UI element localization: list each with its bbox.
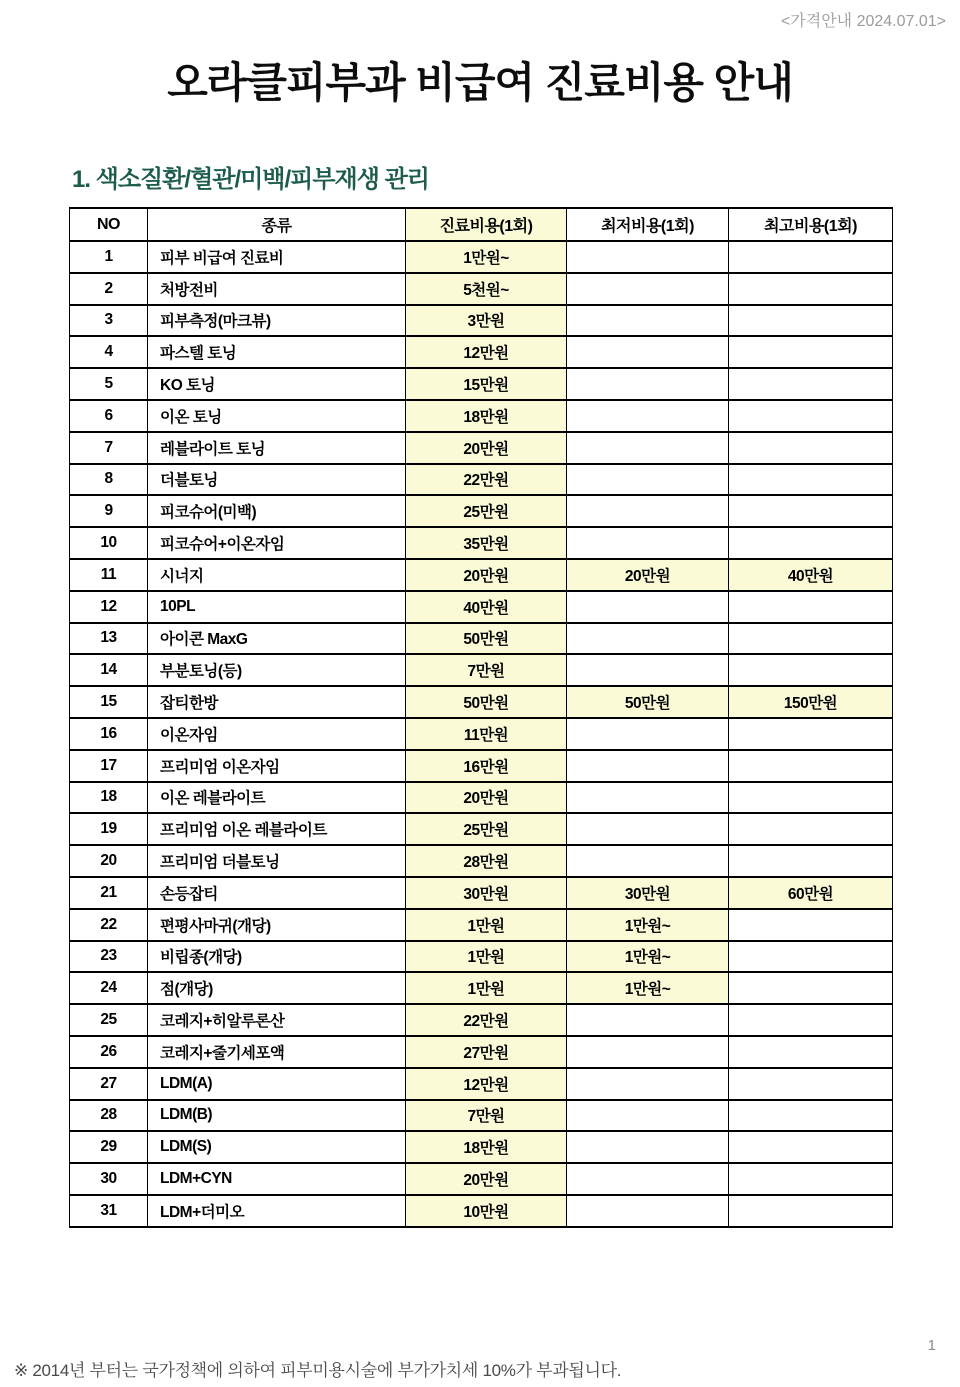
min-cost-cell xyxy=(567,1195,729,1227)
max-cost-cell xyxy=(729,623,893,655)
max-cost-cell xyxy=(729,1163,893,1195)
min-cost-cell xyxy=(567,464,729,496)
row-number-cell: 6 xyxy=(70,400,148,432)
treatment-name-cell: 처방전비 xyxy=(148,273,406,305)
treatment-price-cell: 16만원 xyxy=(406,750,567,782)
treatment-name-cell: 아이콘 MaxG xyxy=(148,623,406,655)
min-cost-cell: 1만원~ xyxy=(567,972,729,1004)
table-row xyxy=(70,1131,893,1163)
max-cost-cell xyxy=(729,941,893,973)
row-number-cell: 7 xyxy=(70,432,148,464)
table-row xyxy=(70,527,893,559)
table-row xyxy=(70,1163,893,1195)
row-number-cell: 24 xyxy=(70,972,148,1004)
treatment-price-cell: 18만원 xyxy=(406,400,567,432)
header-price: 진료비용(1회) xyxy=(406,208,567,241)
min-cost-cell: 1만원~ xyxy=(567,941,729,973)
min-cost-cell xyxy=(567,1163,729,1195)
treatment-name-cell: LDM+더미오 xyxy=(148,1195,406,1227)
row-number-cell: 11 xyxy=(70,559,148,591)
row-number-cell: 8 xyxy=(70,464,148,496)
max-cost-cell xyxy=(729,241,893,273)
treatment-name-cell: 프리미엄 더블토닝 xyxy=(148,845,406,877)
max-cost-cell xyxy=(729,400,893,432)
treatment-name-cell: LDM+CYN xyxy=(148,1163,406,1195)
treatment-price-cell: 7만원 xyxy=(406,1100,567,1132)
treatment-name-cell: 피코슈어+이온자임 xyxy=(148,527,406,559)
row-number-cell: 21 xyxy=(70,877,148,909)
treatment-price-cell: 40만원 xyxy=(406,591,567,623)
min-cost-cell xyxy=(567,1068,729,1100)
max-cost-cell xyxy=(729,273,893,305)
row-number-cell: 9 xyxy=(70,495,148,527)
min-cost-cell xyxy=(567,1004,729,1036)
min-cost-cell xyxy=(567,527,729,559)
table-row xyxy=(70,845,893,877)
treatment-price-cell: 12만원 xyxy=(406,1068,567,1100)
treatment-price-cell: 15만원 xyxy=(406,368,567,400)
treatment-name-cell: 레블라이트 토닝 xyxy=(148,432,406,464)
min-cost-cell xyxy=(567,432,729,464)
header-type: 종류 xyxy=(148,208,406,241)
treatment-price-cell: 25만원 xyxy=(406,495,567,527)
table-row xyxy=(70,559,893,591)
treatment-name-cell: 더블토닝 xyxy=(148,464,406,496)
row-number-cell: 5 xyxy=(70,368,148,400)
treatment-price-cell: 35만원 xyxy=(406,527,567,559)
price-table-header xyxy=(70,208,893,241)
min-cost-cell xyxy=(567,305,729,337)
row-number-cell: 20 xyxy=(70,845,148,877)
treatment-name-cell: 이온 레블라이트 xyxy=(148,782,406,814)
max-cost-cell xyxy=(729,432,893,464)
max-cost-cell xyxy=(729,1036,893,1068)
min-cost-cell: 50만원 xyxy=(567,686,729,718)
table-row xyxy=(70,1036,893,1068)
min-cost-cell xyxy=(567,845,729,877)
treatment-name-cell: 프리미엄 이온 레블라이트 xyxy=(148,813,406,845)
treatment-price-cell: 27만원 xyxy=(406,1036,567,1068)
max-cost-cell xyxy=(729,909,893,941)
table-row xyxy=(70,686,893,718)
min-cost-cell xyxy=(567,495,729,527)
min-cost-cell xyxy=(567,1131,729,1163)
max-cost-cell xyxy=(729,305,893,337)
min-cost-cell xyxy=(567,273,729,305)
treatment-name-cell: KO 토닝 xyxy=(148,368,406,400)
table-row xyxy=(70,336,893,368)
min-cost-cell xyxy=(567,813,729,845)
treatment-name-cell: LDM(A) xyxy=(148,1068,406,1100)
price-table xyxy=(69,207,893,1228)
table-row xyxy=(70,273,893,305)
row-number-cell: 23 xyxy=(70,941,148,973)
table-row xyxy=(70,972,893,1004)
vat-footnote: ※ 2014년 부터는 국가정책에 의하여 피부미용시술에 부가가치세 10%가 부과됩니다. xyxy=(14,1361,622,1380)
treatment-price-cell: 10만원 xyxy=(406,1195,567,1227)
row-number-cell: 14 xyxy=(70,654,148,686)
treatment-price-cell: 22만원 xyxy=(406,1004,567,1036)
table-row xyxy=(70,623,893,655)
treatment-price-cell: 7만원 xyxy=(406,654,567,686)
table-row xyxy=(70,1068,893,1100)
row-number-cell: 16 xyxy=(70,718,148,750)
row-number-cell: 30 xyxy=(70,1163,148,1195)
header-min-cost: 최저비용(1회) xyxy=(567,208,729,241)
max-cost-cell xyxy=(729,1004,893,1036)
price-guide-date: <가격안내 2024.07.01> xyxy=(780,13,946,30)
treatment-price-cell: 30만원 xyxy=(406,877,567,909)
min-cost-cell xyxy=(567,1036,729,1068)
treatment-price-cell: 5천원~ xyxy=(406,273,567,305)
header-no: NO xyxy=(70,208,148,241)
min-cost-cell xyxy=(567,336,729,368)
min-cost-cell xyxy=(567,718,729,750)
treatment-price-cell: 20만원 xyxy=(406,782,567,814)
max-cost-cell xyxy=(729,591,893,623)
max-cost-cell xyxy=(729,1131,893,1163)
table-row xyxy=(70,1100,893,1132)
treatment-name-cell: 시너지 xyxy=(148,559,406,591)
treatment-price-cell: 1만원 xyxy=(406,909,567,941)
treatment-price-cell: 1만원~ xyxy=(406,241,567,273)
treatment-name-cell: 10PL xyxy=(148,591,406,623)
table-row xyxy=(70,464,893,496)
table-row xyxy=(70,591,893,623)
treatment-price-cell: 20만원 xyxy=(406,432,567,464)
max-cost-cell: 60만원 xyxy=(729,877,893,909)
row-number-cell: 25 xyxy=(70,1004,148,1036)
treatment-name-cell: 코레지+줄기세포액 xyxy=(148,1036,406,1068)
row-number-cell: 4 xyxy=(70,336,148,368)
max-cost-cell xyxy=(729,813,893,845)
min-cost-cell xyxy=(567,654,729,686)
treatment-name-cell: 코레지+히알루론산 xyxy=(148,1004,406,1036)
treatment-name-cell: 잡티한방 xyxy=(148,686,406,718)
min-cost-cell xyxy=(567,782,729,814)
treatment-name-cell: LDM(S) xyxy=(148,1131,406,1163)
min-cost-cell xyxy=(567,623,729,655)
treatment-name-cell: 부분토닝(등) xyxy=(148,654,406,686)
row-number-cell: 12 xyxy=(70,591,148,623)
table-row xyxy=(70,877,893,909)
treatment-price-cell: 50만원 xyxy=(406,623,567,655)
treatment-name-cell: LDM(B) xyxy=(148,1100,406,1132)
table-row xyxy=(70,750,893,782)
treatment-name-cell: 파스텔 토닝 xyxy=(148,336,406,368)
treatment-price-cell: 20만원 xyxy=(406,559,567,591)
treatment-price-cell: 18만원 xyxy=(406,1131,567,1163)
row-number-cell: 26 xyxy=(70,1036,148,1068)
treatment-price-cell: 25만원 xyxy=(406,813,567,845)
max-cost-cell xyxy=(729,464,893,496)
treatment-price-cell: 20만원 xyxy=(406,1163,567,1195)
treatment-price-cell: 11만원 xyxy=(406,718,567,750)
row-number-cell: 10 xyxy=(70,527,148,559)
max-cost-cell xyxy=(729,336,893,368)
row-number-cell: 1 xyxy=(70,241,148,273)
row-number-cell: 19 xyxy=(70,813,148,845)
table-row xyxy=(70,718,893,750)
row-number-cell: 18 xyxy=(70,782,148,814)
row-number-cell: 3 xyxy=(70,305,148,337)
min-cost-cell xyxy=(567,241,729,273)
row-number-cell: 31 xyxy=(70,1195,148,1227)
max-cost-cell xyxy=(729,718,893,750)
page-number: 1 xyxy=(927,1337,936,1354)
treatment-price-cell: 50만원 xyxy=(406,686,567,718)
min-cost-cell: 30만원 xyxy=(567,877,729,909)
table-row xyxy=(70,432,893,464)
min-cost-cell xyxy=(567,368,729,400)
min-cost-cell xyxy=(567,750,729,782)
max-cost-cell xyxy=(729,1068,893,1100)
min-cost-cell: 1만원~ xyxy=(567,909,729,941)
treatment-price-cell: 22만원 xyxy=(406,464,567,496)
treatment-name-cell: 피부 비급여 진료비 xyxy=(148,241,406,273)
row-number-cell: 28 xyxy=(70,1100,148,1132)
table-row xyxy=(70,1195,893,1227)
treatment-price-cell: 28만원 xyxy=(406,845,567,877)
treatment-price-cell: 1만원 xyxy=(406,941,567,973)
max-cost-cell: 150만원 xyxy=(729,686,893,718)
row-number-cell: 22 xyxy=(70,909,148,941)
max-cost-cell: 40만원 xyxy=(729,559,893,591)
page-title: 오라클피부과 비급여 진료비용 안내 xyxy=(167,59,793,106)
treatment-name-cell: 이온 토닝 xyxy=(148,400,406,432)
table-row xyxy=(70,400,893,432)
min-cost-cell xyxy=(567,1100,729,1132)
min-cost-cell xyxy=(567,400,729,432)
treatment-name-cell: 편평사마귀(개당) xyxy=(148,909,406,941)
table-row xyxy=(70,782,893,814)
table-row xyxy=(70,241,893,273)
header-max-cost: 최고비용(1회) xyxy=(729,208,893,241)
treatment-name-cell: 피부측정(마크뷰) xyxy=(148,305,406,337)
min-cost-cell xyxy=(567,591,729,623)
header-row xyxy=(70,208,893,241)
treatment-name-cell: 피코슈어(미백) xyxy=(148,495,406,527)
table-row xyxy=(70,305,893,337)
max-cost-cell xyxy=(729,845,893,877)
treatment-name-cell: 점(개당) xyxy=(148,972,406,1004)
treatment-name-cell: 프리미엄 이온자임 xyxy=(148,750,406,782)
treatment-price-cell: 3만원 xyxy=(406,305,567,337)
table-row xyxy=(70,1004,893,1036)
table-row xyxy=(70,654,893,686)
table-row xyxy=(70,495,893,527)
row-number-cell: 29 xyxy=(70,1131,148,1163)
treatment-name-cell: 손등잡티 xyxy=(148,877,406,909)
table-row xyxy=(70,909,893,941)
section-heading: 1. 색소질환/혈관/미백/피부재생 관리 xyxy=(72,166,429,193)
table-row xyxy=(70,368,893,400)
max-cost-cell xyxy=(729,527,893,559)
treatment-price-cell: 1만원 xyxy=(406,972,567,1004)
max-cost-cell xyxy=(729,782,893,814)
max-cost-cell xyxy=(729,495,893,527)
row-number-cell: 2 xyxy=(70,273,148,305)
row-number-cell: 27 xyxy=(70,1068,148,1100)
treatment-name-cell: 이온자임 xyxy=(148,718,406,750)
table-row xyxy=(70,941,893,973)
max-cost-cell xyxy=(729,368,893,400)
min-cost-cell: 20만원 xyxy=(567,559,729,591)
price-table-body xyxy=(70,241,893,1227)
max-cost-cell xyxy=(729,972,893,1004)
max-cost-cell xyxy=(729,654,893,686)
row-number-cell: 17 xyxy=(70,750,148,782)
max-cost-cell xyxy=(729,1195,893,1227)
treatment-price-cell: 12만원 xyxy=(406,336,567,368)
max-cost-cell xyxy=(729,1100,893,1132)
row-number-cell: 13 xyxy=(70,623,148,655)
row-number-cell: 15 xyxy=(70,686,148,718)
max-cost-cell xyxy=(729,750,893,782)
treatment-name-cell: 비립종(개당) xyxy=(148,941,406,973)
table-row xyxy=(70,813,893,845)
